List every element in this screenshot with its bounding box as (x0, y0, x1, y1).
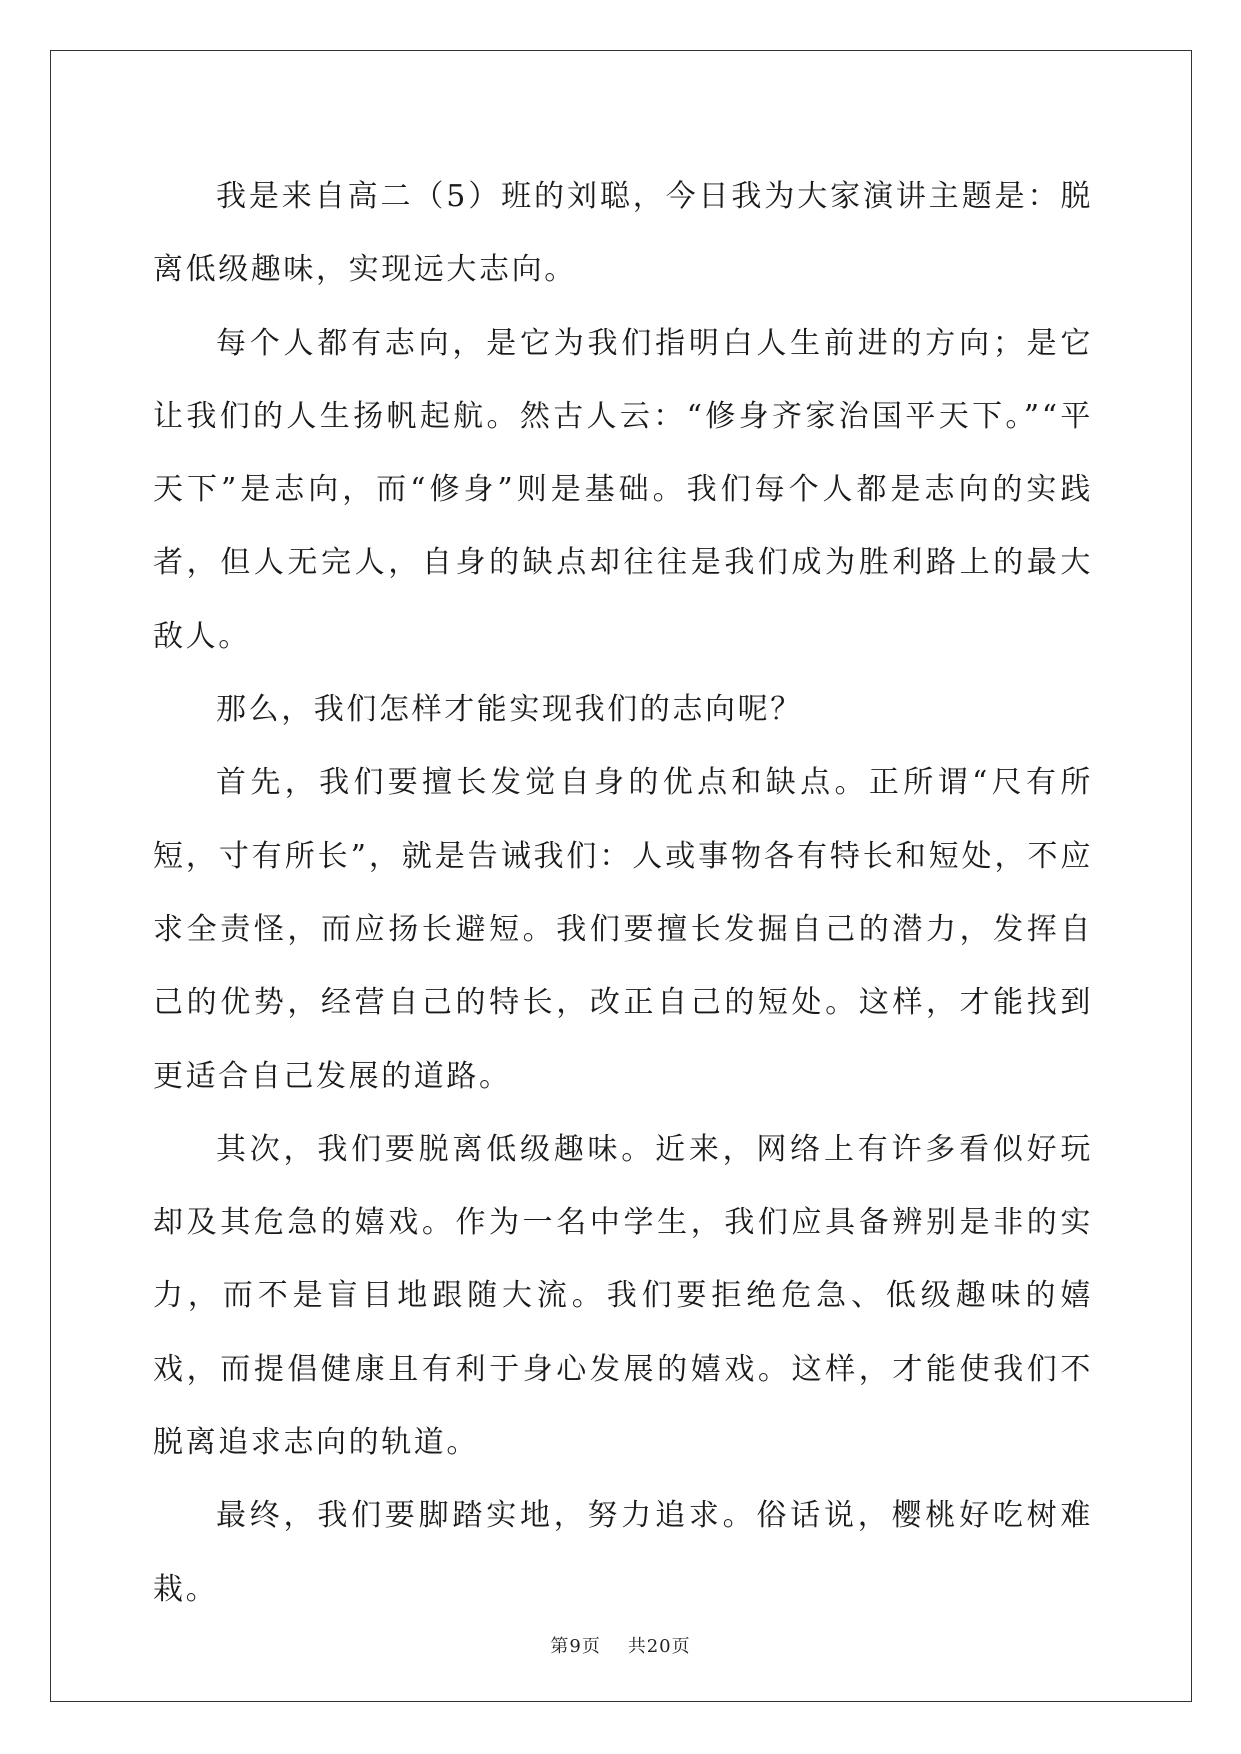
page-number: 第9页 (550, 1636, 601, 1657)
document-body (153, 160, 1093, 1626)
paragraph-question: 那么，我们怎样才能实现我们的志向呢？ (216, 692, 803, 728)
paragraph-second: 其次，我们要脱离低级趣味。近来，网络上有许多看似好玩却及其危急的嬉戏。作为一名中学生，我们应具备辨别是非的实力，而不是盲目地跟随大流。我们要拒绝危急、低级趣味的嬉戏，而提倡健康且有利于身心发展的嬉戏。这样，才能使我们不脱离追求志向的轨道。 (153, 1131, 1093, 1461)
page-footer (0, 1632, 1241, 1658)
paragraph-first: 首先，我们要擅长发觉自身的优点和缺点。正所谓“尺有所短，寸有所长”，就是告诫我们：人或事物各有特长和短处，不应求全责怪，而应扬长避短。我们要擅长发掘自己的潜力，发挥自己的优势，经营自己的特长，改正自己的短处。这样，才能找到更适合自己发展的道路。 (153, 765, 1093, 1094)
page-total: 共20页 (627, 1636, 691, 1657)
paragraph-intro: 我是来自高二（5）班的刘聪，今日我为大家演讲主题是：脱离低级趣味，实现远大志向。 (153, 179, 1093, 288)
paragraph-ambition: 每个人都有志向，是它为我们指明白人生前进的方向；是它让我们的人生扬帆起航。然古人云：“修身齐家治国平天下。”“平天下”是志向，而“修身”则是基础。我们每个人都是志向的实践者，但人无完人，自身的缺点却往往是我们成为胜利路上的最大敌人。 (153, 325, 1093, 654)
paragraph-final: 最终，我们要脚踏实地，努力追求。俗话说，樱桃好吃树难栽。 (153, 1498, 1093, 1607)
